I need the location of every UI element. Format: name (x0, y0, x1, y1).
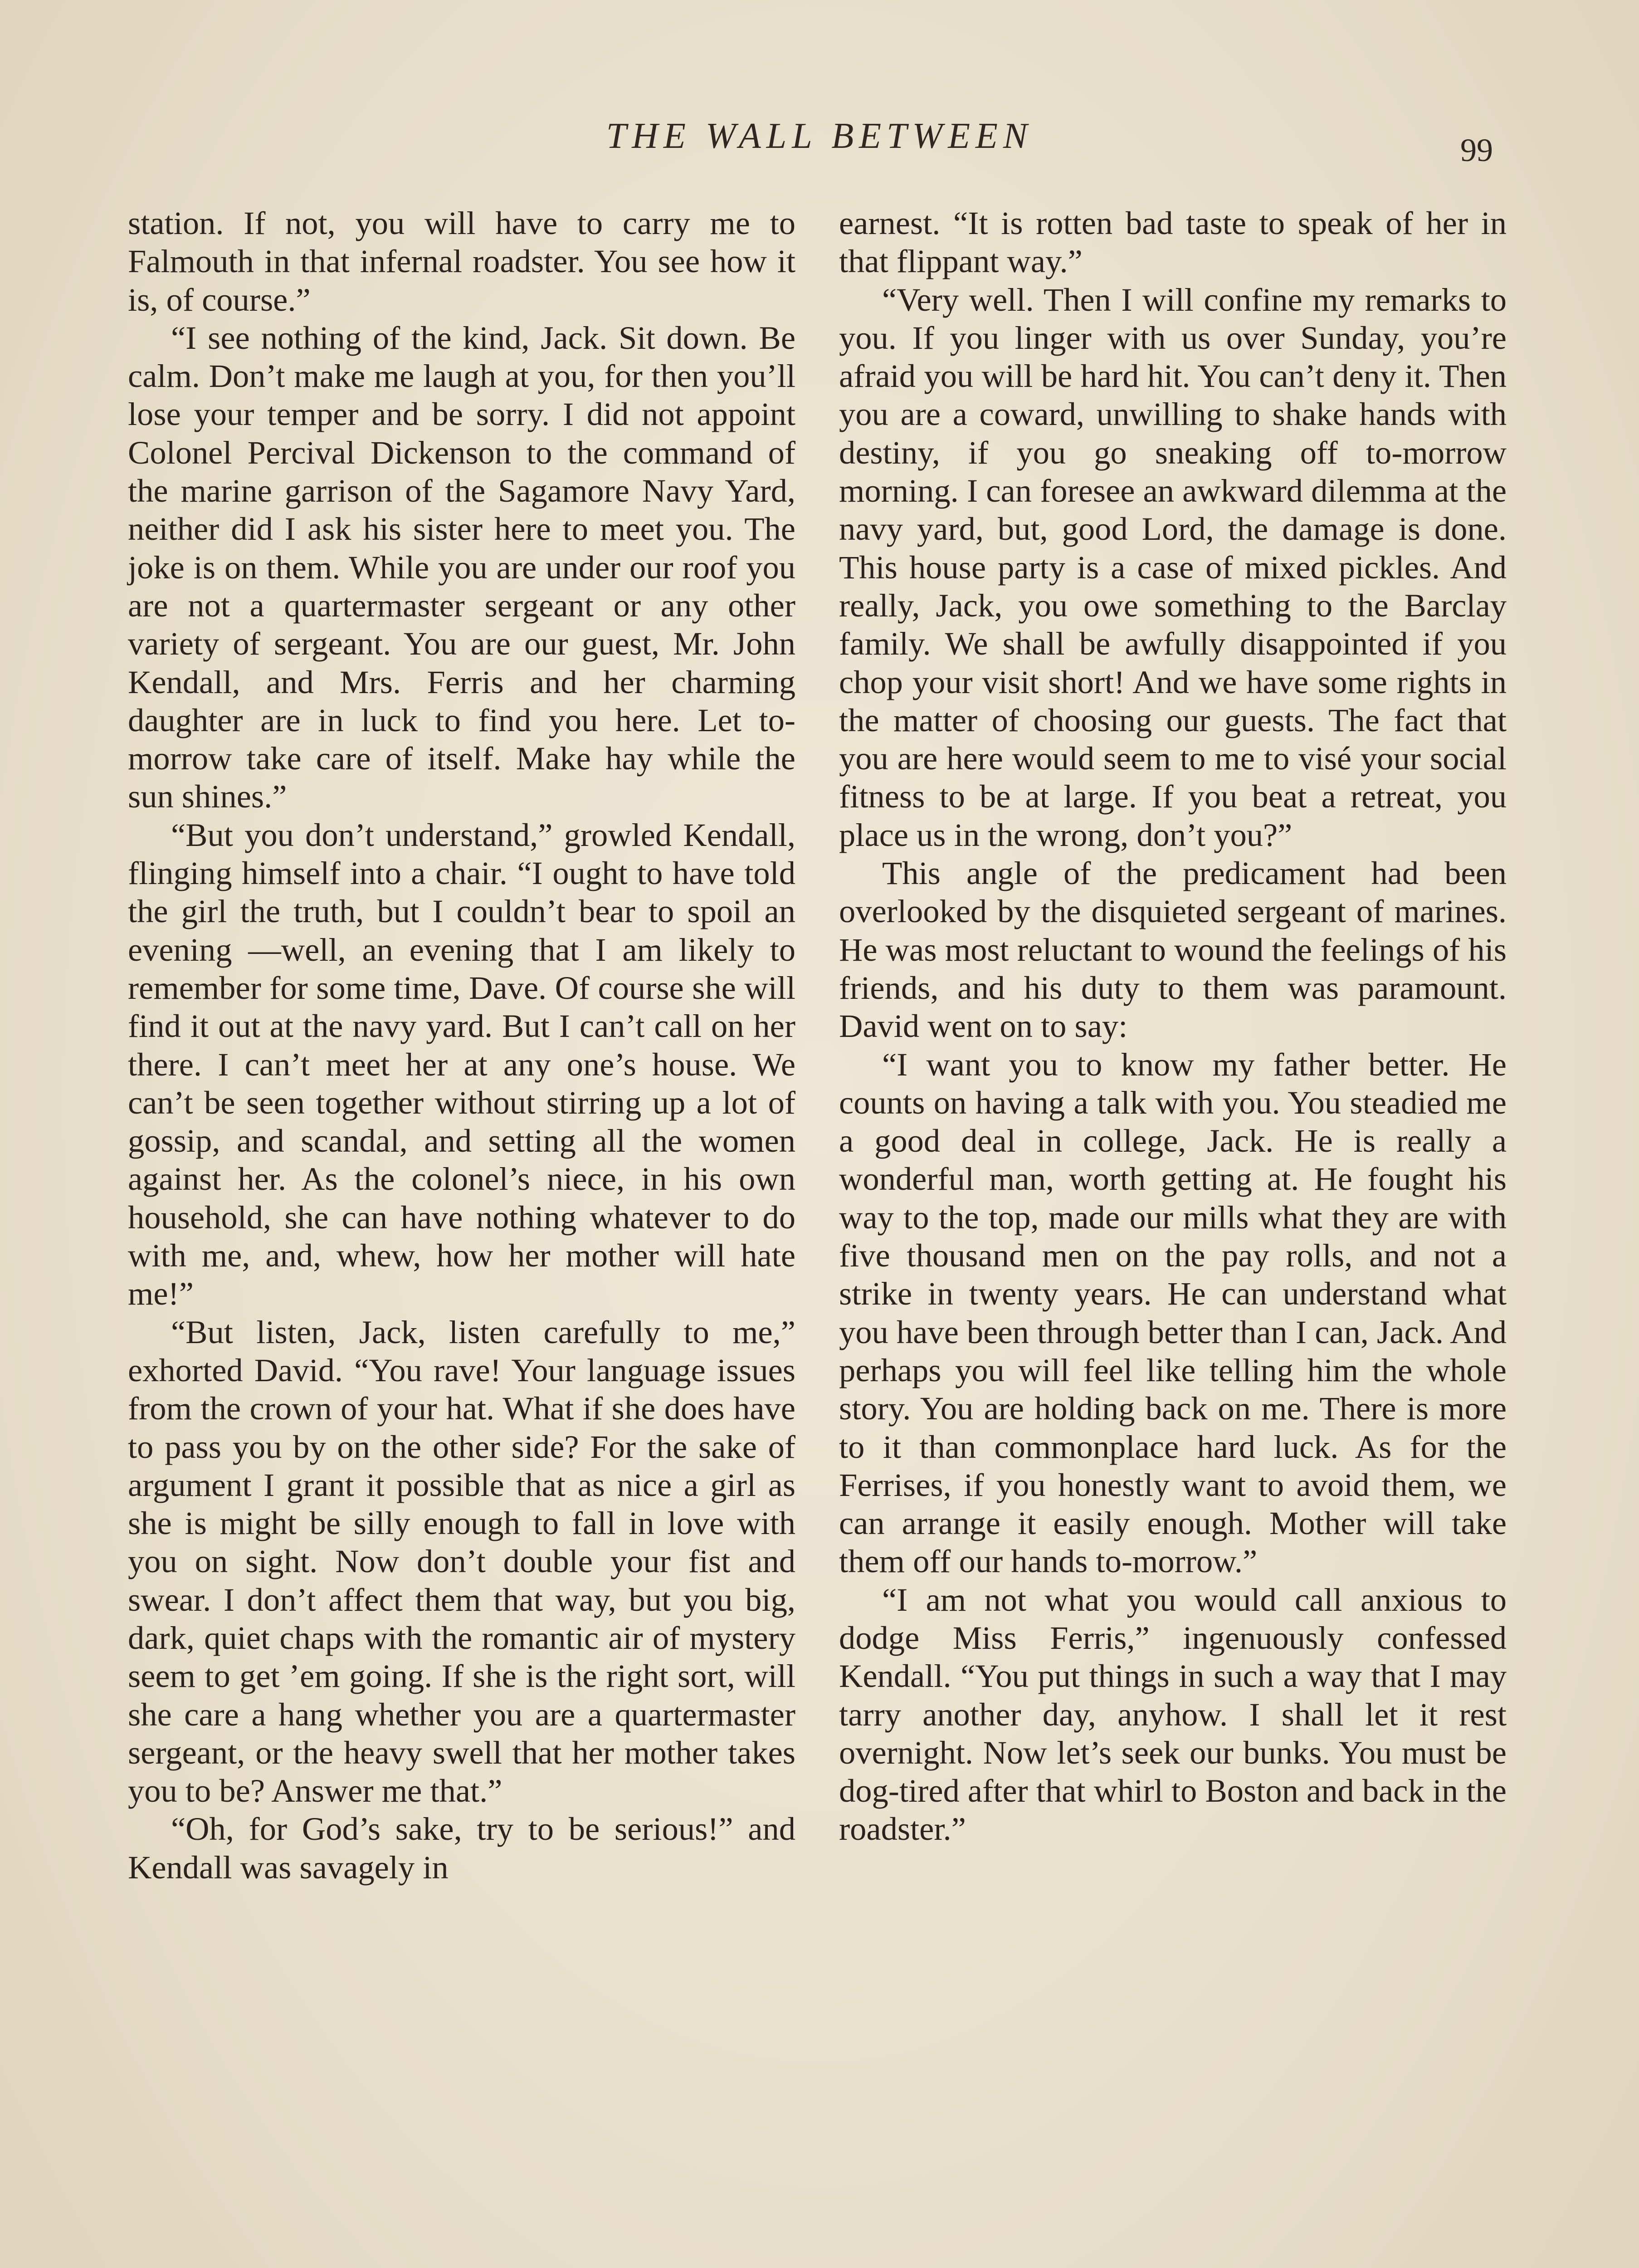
running-title: THE WALL BETWEEN (606, 116, 1033, 156)
paragraph: “Very well. Then I will confine my remarks to you. If you linger with us over Sunday, you’re afraid you will be hard hit. You can’t deny it. Then you are a coward, unwilling to shake hands with destiny, if you go sneaking off to-morrow morning. I can foresee an awkward dilemma at the navy yard, but, good Lord, the damage is done. This house party is a case of mixed pickles. And really, Jack, you owe something to the Barclay family. We shall be awfully disappointed if you chop your visit short! And we have some rights in the matter of choosing our guests. The fact that you are here would seem to me to visé your social fitness to be at large. If you beat a retreat, you place us in the wrong, don’t you?” (839, 281, 1507, 853)
left-column (128, 204, 795, 1887)
paragraph: “Oh, for God’s sake, try to be serious!” and Kendall was savagely in (128, 1810, 795, 1886)
paragraph: “But listen, Jack, listen carefully to me,” exhorted David. “You rave! Your language issues from the crown of your hat. What if she does have to pass you by on the other side? For the sake of argument I grant it possible that as nice a girl as she is might be silly enough to fall in love with you on sight. Now don’t double your fist and swear. I don’t affect them that way, but you big, dark, quiet chaps with the romantic air of mystery seem to get ’em going. If she is the right sort, will she care a hang whether you are a quartermaster sergeant, or the heavy swell that her mother takes you to be? Answer me that.” (128, 1313, 795, 1809)
paragraph: “I am not what you would call anxious to dodge Miss Ferris,” ingenuously confessed Kendall. “You put things in such a way that I may tarry another day, anyhow. I shall let it rest overnight. Now let’s seek our bunks. You must be dog-tired after that whirl to Boston and back in the roadster.” (839, 1581, 1507, 1848)
page-number: 99 (1460, 132, 1493, 168)
paragraph: “But you don’t understand,” growled Kendall, flinging himself into a chair. “I ought to have told the girl the truth, but I couldn’t bear to spoil an evening —well, an evening that I am likely to remember for some time, Dave. Of course she will find it out at the navy yard. But I can’t call on her there. I can’t meet her at any one’s house. We can’t be seen together without stirring up a lot of gossip, and scandal, and setting all the women against her. As the colonel’s niece, in his own household, she can have nothing whatever to do with me, and, whew, how her mother will hate me!” (128, 816, 795, 1312)
paragraph: earnest. “It is rotten bad taste to speak of her in that flippant way.” (839, 205, 1507, 280)
paragraph: “I see nothing of the kind, Jack. Sit down. Be calm. Don’t make me laugh at you, for then you’ll lose your temper and be sorry. I did not appoint Colonel Percival Dickenson to the command of the marine garrison of the Sagamore Navy Yard, neither did I ask his sister here to meet you. The joke is on them. While you are under our roof you are not a quartermaster sergeant or any other variety of sergeant. You are our guest, Mr. John Kendall, and Mrs. Ferris and her charming daughter are in luck to find you here. Let to-morrow take care of itself. Make hay while the sun shines.” (128, 319, 795, 815)
right-column (839, 204, 1507, 1848)
paragraph: This angle of the predicament had been overlooked by the disquieted sergeant of marines. He was most reluctant to wound the feelings of his friends, and his duty to them was paramount. David went on to say: (839, 855, 1507, 1045)
paragraph: “I want you to know my father better. He counts on having a talk with you. You steadied me a good deal in college, Jack. He is really a wonderful man, worth getting at. He fought his way to the top, made our mills what they are with five thousand men on the pay rolls, and not a strike in twenty years. He can understand what you have been through better than I can, Jack. And perhaps you will feel like telling him the whole story. You are holding back on me. There is more to it than commonplace hard luck. As for the Ferrises, if you honestly want to avoid them, we can arrange it easily enough. Mother will take them off our hands to-morrow.” (839, 1046, 1507, 1580)
paragraph: station. If not, you will have to carry me to Falmouth in that infernal roadster. You see how it is, of course.” (128, 205, 795, 318)
